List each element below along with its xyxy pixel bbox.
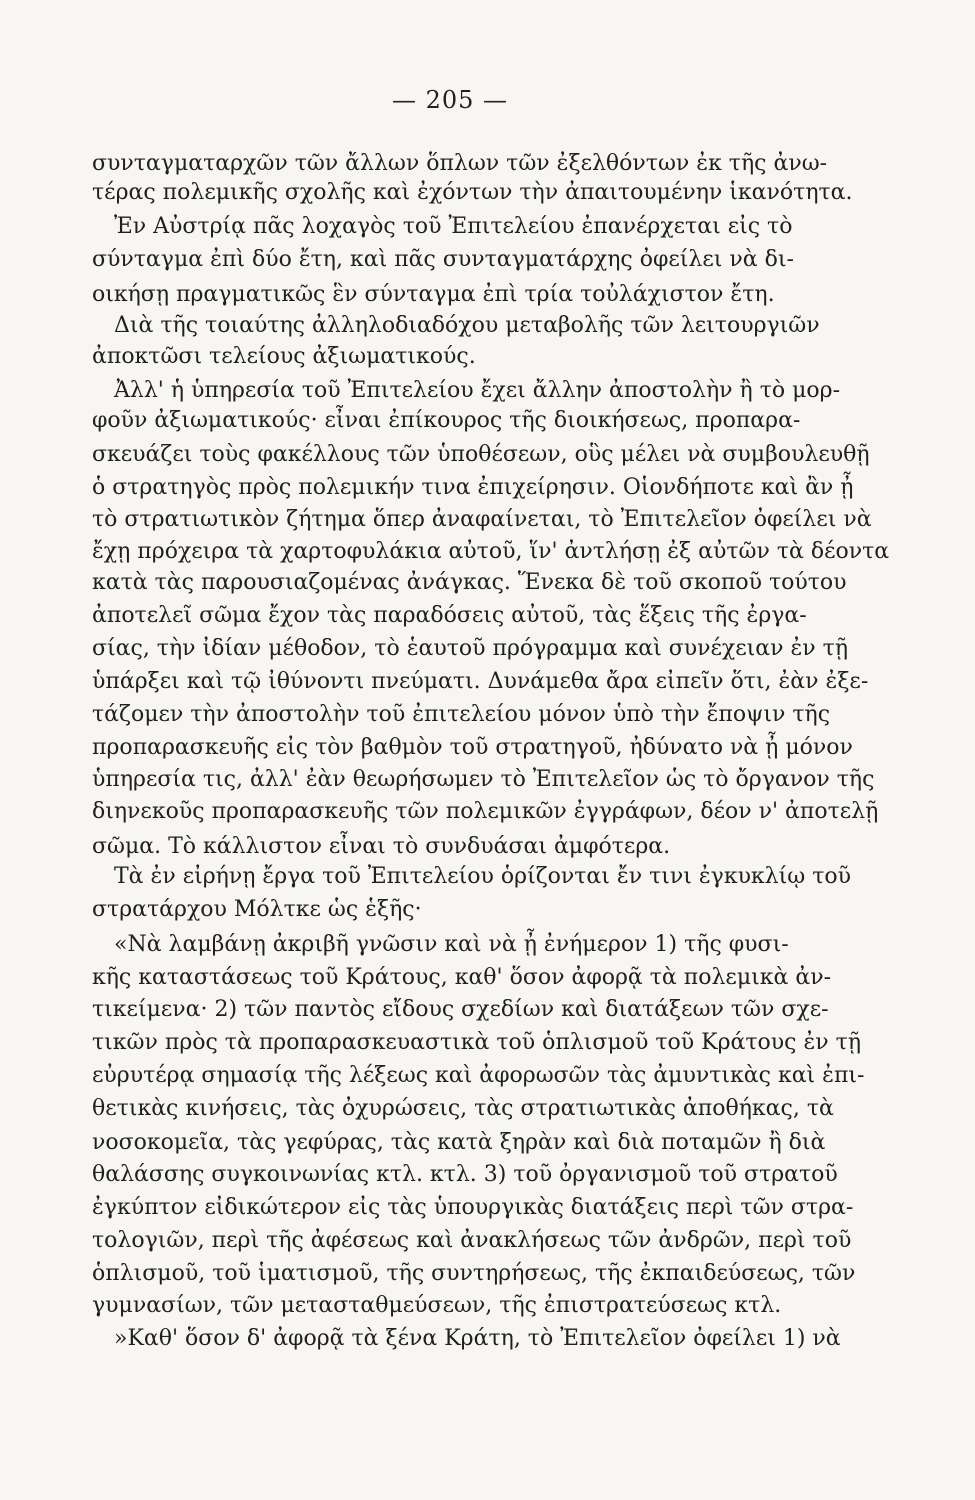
text-line-22: σῶμα. Τὸ κάλλιστον εἶναι τὸ συνδυάσαι ἀμφότερα. <box>92 834 671 859</box>
text-line-18: τάζομεν τὴν ἀποστολὴν τοῦ ἐπιτελείου μόνον ὑπὸ τὴν ἔποψιν τῆς <box>92 702 831 727</box>
text-line-16: σίας, τὴν ἰδίαν μέθοδον, τὸ ἑαυτοῦ πρόγραμμα καὶ συνέχειαν ἐν τῇ <box>92 636 849 661</box>
text-line-4: σύνταγμα ἐπὶ δύο ἔτη, καὶ πᾶς συνταγματάρχης ὀφείλει νὰ δι- <box>92 247 794 272</box>
text-line-12: τὸ στρατιωτικὸν ζήτημα ὅπερ ἀναφαίνεται, τὸ Ἐπιτελεῖον ὀφείλει νὰ <box>92 507 872 532</box>
text-line-29: εὐρυτέρᾳ σημασίᾳ τῆς λέξεως καὶ ἀφορωσῶν τὰς ἀμυντικὰς καὶ ἐπι- <box>92 1063 865 1088</box>
text-line-14: κατὰ τὰς παρουσιαζομένας ἀνάγκας. Ἕνεκα δὲ τοῦ σκοποῦ τούτου <box>92 570 847 595</box>
text-line-11: ὁ στρατηγὸς πρὸς πολεμικήν τινα ἐπιχείρησιν. Οἱονδήποτε καὶ ἂν ᾖ <box>92 475 854 500</box>
text-line-35: ὁπλισμοῦ, τοῦ ἱματισμοῦ, τῆς συντηρήσεως, τῆς ἐκπαιδεύσεως, τῶν <box>92 1261 856 1286</box>
text-line-37: »Καθ' ὅσον δ' ἀφορᾷ τὰ ξένα Κράτη, τὸ Ἐπιτελεῖον ὀφείλει 1) νὰ <box>114 1326 841 1351</box>
text-line-13: ἔχῃ πρόχειρα τὰ χαρτοφυλάκια αὐτοῦ, ἵν' ἀντλήσῃ ἐξ αὐτῶν τὰ δέοντα <box>92 539 890 564</box>
text-line-24: στρατάρχου Μόλτκε ὡς ἑξῆς· <box>92 897 422 922</box>
text-line-1: συνταγματαρχῶν τῶν ἄλλων ὅπλων τῶν ἐξελθόντων ἐκ τῆς ἀνω- <box>92 151 828 176</box>
text-line-28: τικῶν πρὸς τὰ προπαρασκευαστικὰ τοῦ ὁπλισμοῦ τοῦ Κράτους ἐν τῇ <box>92 1030 862 1055</box>
text-line-6: Διὰ τῆς τοιαύτης ἀλληλοδιαδόχου μεταβολῆς τῶν λειτουργιῶν <box>114 313 820 338</box>
text-line-36: γυμνασίων, τῶν μετασταθμεύσεων, τῆς ἐπιστρατεύσεως κτλ. <box>92 1293 782 1318</box>
text-line-33: ἐγκύπτον εἰδικώτερον εἰς τὰς ὑπουργικὰς διατάξεις περὶ τῶν στρα- <box>92 1195 854 1220</box>
text-line-30: θετικὰς κινήσεις, τὰς ὀχυρώσεις, τὰς στρατιωτικὰς ἀποθήκας, τὰ <box>92 1096 834 1121</box>
text-line-27: τικείμενα· 2) τῶν παντὸς εἴδους σχεδίων καὶ διατάξεων τῶν σχε- <box>92 997 829 1022</box>
text-line-15: ἀποτελεῖ σῶμα ἔχον τὰς παραδόσεις αὐτοῦ, τὰς ἕξεις τῆς ἐργα- <box>92 603 807 628</box>
page-number: — 205 — <box>391 86 509 114</box>
text-line-9: φοῦν ἀξιωματικούς· εἶναι ἐπίκουρος τῆς διοικήσεως, προπαρα- <box>92 408 801 433</box>
text-line-19: προπαρασκευῆς εἰς τὸν βαθμὸν τοῦ στρατηγοῦ, ἠδύνατο νὰ ᾖ μόνον <box>92 735 853 760</box>
text-line-8: Ἀλλ' ἡ ὑπηρεσία τοῦ Ἐπιτελείου ἔχει ἄλλην ἀποστολὴν ἢ τὸ μορ- <box>114 378 841 403</box>
text-line-2: τέρας πολεμικῆς σχολῆς καὶ ἐχόντων τὴν ἀπαιτουμένην ἱκανότητα. <box>92 180 853 205</box>
text-line-21: διηνεκοῦς προπαρασκευῆς τῶν πολεμικῶν ἐγγράφων, δέον ν' ἀποτελῇ <box>92 799 879 824</box>
text-line-34: τολογιῶν, περὶ τῆς ἀφέσεως καὶ ἀνακλήσεως τῶν ἀνδρῶν, περὶ τοῦ <box>92 1228 852 1253</box>
text-line-25: «Νὰ λαμβάνῃ ἀκριβῆ γνῶσιν καὶ νὰ ᾖ ἐνήμερον 1) τῆς φυσι- <box>114 932 789 957</box>
text-line-17: ὑπάρξει καὶ τῷ ἰθύνοντι πνεύματι. Δυνάμεθα ἄρα εἰπεῖν ὅτι, ἐὰν ἐξε- <box>92 669 869 694</box>
text-line-32: θαλάσσης συγκοινωνίας κτλ. κτλ. 3) τοῦ ὀργανισμοῦ τοῦ στρατοῦ <box>92 1162 838 1187</box>
text-line-20: ὑπηρεσία τις, ἀλλ' ἐὰν θεωρήσωμεν τὸ Ἐπιτελεῖον ὡς τὸ ὄργανον τῆς <box>92 767 875 792</box>
text-line-23: Τὰ ἐν εἰρήνῃ ἔργα τοῦ Ἐπιτελείου ὁρίζονται ἔν τινι ἐγκυκλίῳ τοῦ <box>114 864 851 889</box>
text-line-31: νοσοκομεῖα, τὰς γεφύρας, τὰς κατὰ ξηρὰν καὶ διὰ ποταμῶν ἢ διὰ <box>92 1130 826 1155</box>
text-line-3: Ἐν Αὐστρίᾳ πᾶς λοχαγὸς τοῦ Ἐπιτελείου ἐπανέρχεται εἰς τὸ <box>114 214 793 239</box>
text-line-7: ἀποκτῶσι τελείους ἀξιωματικούς. <box>92 344 476 369</box>
text-line-10: σκευάζει τοὺς φακέλλους τῶν ὑποθέσεων, οὓς μέλει νὰ συμβουλευθῇ <box>92 442 870 467</box>
text-line-26: κῆς καταστάσεως τοῦ Κράτους, καθ' ὅσον ἀφορᾷ τὰ πολεμικὰ ἀν- <box>92 965 832 990</box>
text-line-5: οικήσῃ πραγματικῶς ἓν σύνταγμα ἐπὶ τρία τοὐλάχιστον ἔτη. <box>92 282 775 307</box>
